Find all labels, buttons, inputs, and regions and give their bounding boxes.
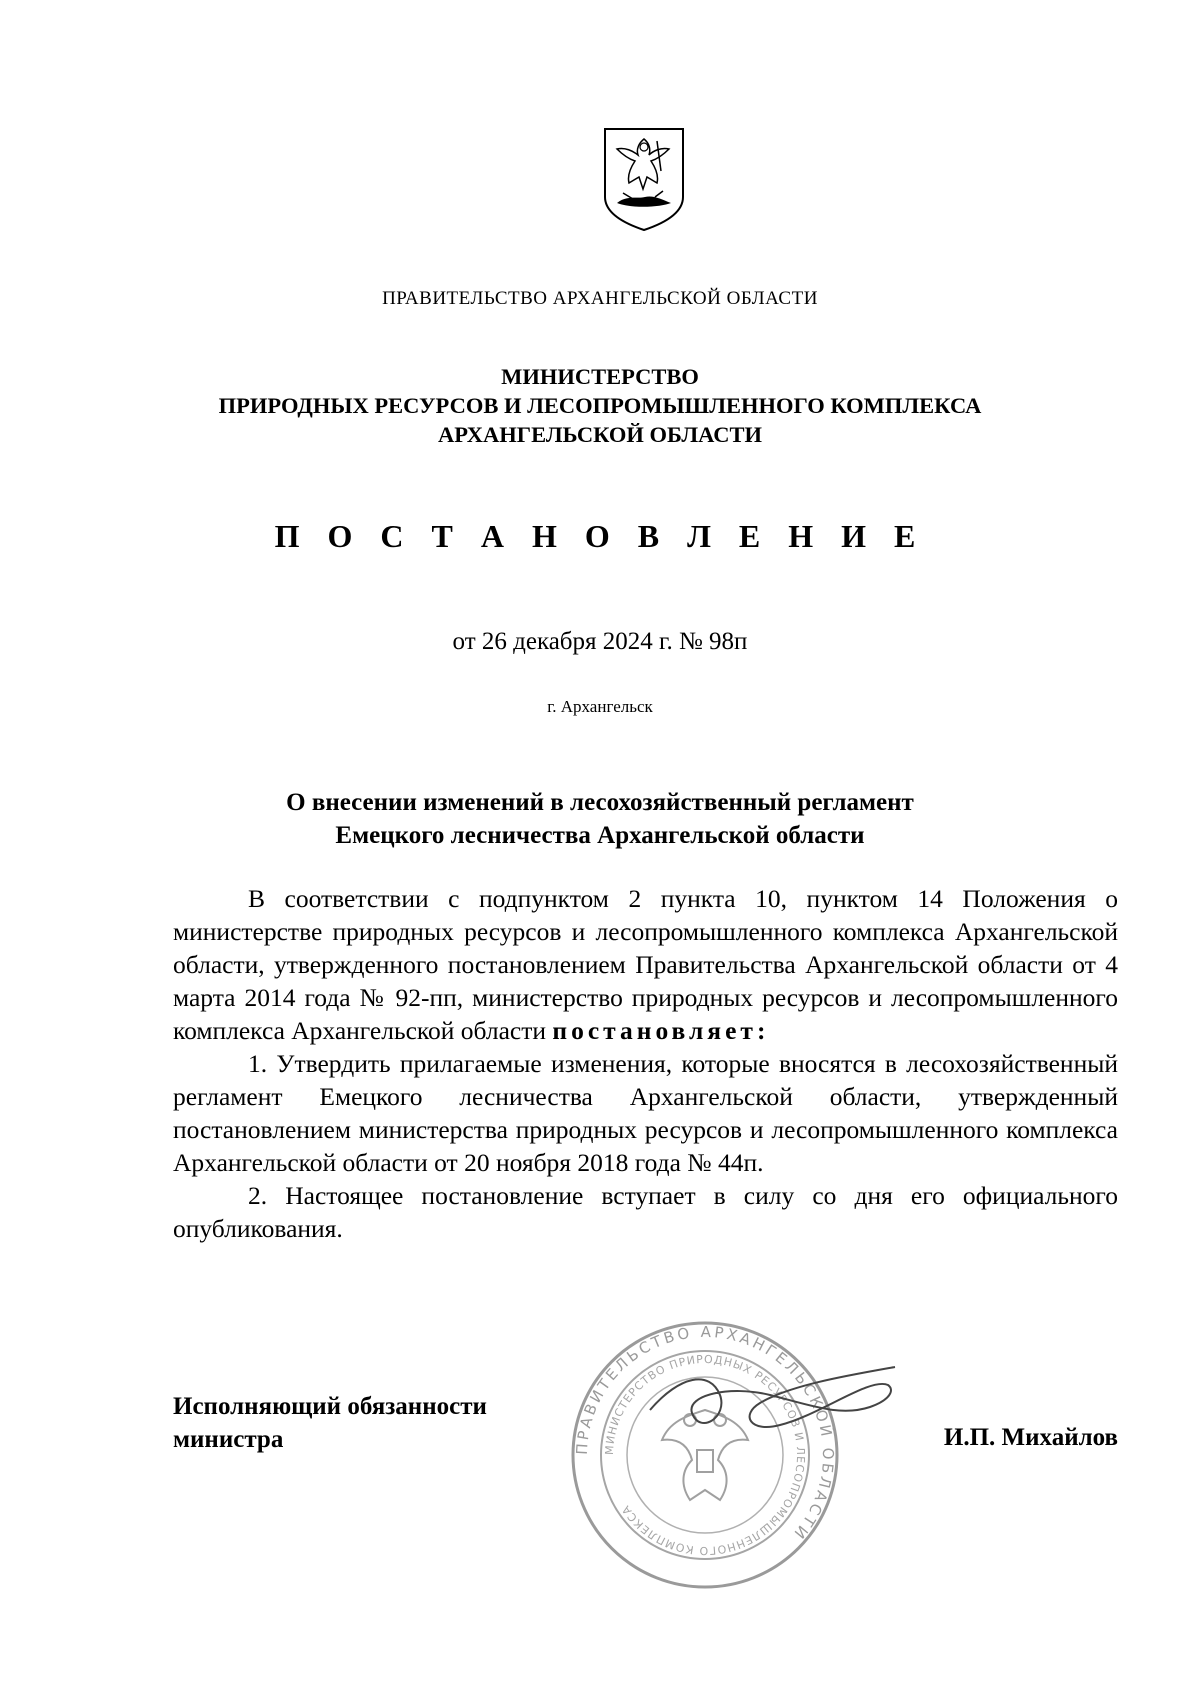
- subject-line-2: Емецкого лесничества Архангельской области: [335, 822, 865, 849]
- document-subject: [0, 786, 1200, 852]
- signer-position-line-2: министра: [173, 1426, 284, 1453]
- document-dateline: от 26 декабря 2024 г. № 98п: [452, 628, 748, 655]
- coat-of-arms-icon: [603, 127, 685, 232]
- handwritten-signature: [640, 1355, 900, 1450]
- subject-line-1: О внесении изменений в лесохозяйственный регламент: [286, 789, 914, 816]
- ministry-line-3: АРХАНГЕЛЬСКОЙ ОБЛАСТИ: [438, 422, 762, 447]
- item-2-paragraph: 2. Настоящее постановление вступает в силу со дня его официального опубликования.: [173, 1181, 1118, 1243]
- ministry-line-2: ПРИРОДНЫХ РЕСУРСОВ И ЛЕСОПРОМЫШЛЕННОГО КОМПЛЕКСА: [218, 393, 982, 418]
- document-city: г. Архангельск: [547, 697, 653, 716]
- item-1-paragraph: 1. Утвердить прилагаемые изменения, которые вносятся в лесохозяйственный регламент Емецкого лесничества Архангельской области, утвержденный постановлением министерства природных ресурсов и лесопромышленного комплекса Архангельской области от 20 ноября 2018 года № 44п.: [173, 1049, 1118, 1177]
- government-name: ПРАВИТЕЛЬСТВО АРХАНГЕЛЬСКОЙ ОБЛАСТИ: [382, 288, 818, 309]
- document-body: [173, 882, 1118, 1245]
- preamble-paragraph: [173, 882, 1118, 1047]
- stamp-inner-text: МИНИСТЕРСТВО ПРИРОДНЫХ РЕСУРСОВ И ЛЕСОПРОМЫШЛЕННОГО КОМПЛЕКСА: [602, 1352, 808, 1558]
- ministry-line-1: МИНИСТЕРСТВО: [501, 364, 699, 389]
- ministry-name: [0, 362, 1200, 449]
- preamble-text: В соответствии с подпунктом 2 пункта 10, пунктом 14 Положения о министерстве природных ресурсов и лесопромышленного комплекса Архангельской области, утвержденного постановлением Правительства Архангельской области от 4 марта 2014 года № 92-пп, министерство природных ресурсов и лесопромышленного комплекса Архангельской области: [173, 884, 1118, 1045]
- stamp-outer-text: ПРАВИТЕЛЬСТВО АРХАНГЕЛЬСКОЙ ОБЛАСТИ: [572, 1322, 838, 1545]
- signer-position-line-1: Исполняющий обязанности: [173, 1393, 487, 1420]
- decree-word: постановляет:: [552, 1016, 770, 1045]
- document-type: П О С Т А Н О В Л Е Н И Е: [274, 518, 926, 554]
- signer-name: И.П. Михайлов: [943, 1424, 1118, 1451]
- signer-position: [173, 1390, 487, 1456]
